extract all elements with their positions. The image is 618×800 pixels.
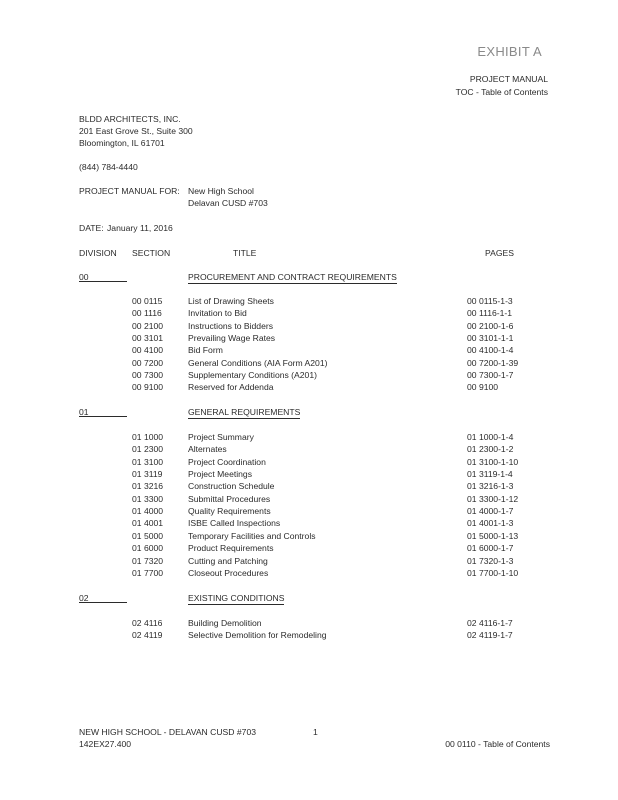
toc-page-range: 01 1000-1-4 — [467, 432, 514, 442]
toc-page-range: 00 9100 — [467, 382, 499, 393]
toc-page-range: 02 4119-1-7 — [467, 630, 513, 641]
toc-page-range: 01 3216-1-3 — [467, 481, 514, 492]
toc-section-number: 02 4119 — [132, 630, 163, 641]
project-district: Delavan CUSD #703 — [188, 198, 268, 208]
toc-row — [0, 556, 618, 568]
toc-row — [0, 333, 618, 345]
toc-page-range: 01 3300-1-12 — [467, 493, 519, 504]
toc-section-title: Selective Demolition for Remodeling — [188, 630, 327, 641]
division-number: 00 — [79, 272, 89, 282]
toc-page-range: 02 4116-1-7 — [467, 618, 513, 628]
toc-page-range: 00 4100-1-4 — [467, 345, 514, 356]
toc-page-range: 00 7200-1-39 — [467, 357, 519, 368]
toc-section-number: 01 2300 — [132, 444, 164, 455]
toc-row — [0, 345, 618, 357]
toc-page-range: 00 1116-1-1 — [467, 308, 513, 319]
toc-section-number: 00 0115 — [132, 296, 163, 306]
toc-row — [0, 370, 618, 382]
toc-section-number: 01 5000 — [132, 530, 164, 541]
toc-row — [0, 457, 618, 469]
toc-section-title: Instructions to Bidders — [188, 320, 274, 331]
toc-section-title: Temporary Facilities and Controls — [188, 530, 316, 541]
toc-section-number: 01 3119 — [132, 469, 163, 480]
toc-section-title: Submittal Procedures — [188, 493, 271, 504]
footer-project: NEW HIGH SCHOOL - DELAVAN CUSD #703 — [79, 727, 257, 737]
footer-job-number: 142EX27.400 — [79, 739, 132, 749]
toc-row — [0, 321, 618, 333]
toc-section-title: Invitation to Bid — [188, 308, 247, 319]
toc-page-range: 00 0115-1-3 — [467, 296, 513, 306]
toc-section-number: 01 3216 — [132, 481, 164, 492]
toc-section-title: Construction Schedule — [188, 481, 275, 492]
toc-section-number: 01 1000 — [132, 432, 164, 442]
toc-row — [0, 494, 618, 506]
footer-section-title: 00 0110 - Table of Contents — [445, 739, 550, 749]
toc-section-title: Project Meetings — [188, 469, 253, 480]
firm-address-2: Bloomington, IL 61701 — [79, 138, 165, 148]
toc-row — [0, 469, 618, 481]
toc-page-range: 01 3119-1-4 — [467, 469, 513, 480]
toc-row — [0, 444, 618, 456]
toc-page-range: 01 4000-1-7 — [467, 506, 514, 517]
toc-section-number: 01 3100 — [132, 456, 164, 467]
division-number: 02 — [79, 593, 89, 603]
toc-section-number: 00 1116 — [132, 308, 162, 319]
footer-page-number: 1 — [313, 727, 318, 737]
toc-page-range: 01 4001-1-3 — [467, 518, 514, 529]
toc-section-number: 01 7700 — [132, 567, 164, 578]
toc-section-number: 00 7300 — [132, 370, 164, 381]
toc-page-range: 01 6000-1-7 — [467, 543, 514, 554]
toc-page-range: 00 7300-1-7 — [467, 370, 514, 381]
toc-section-number: 01 3300 — [132, 493, 164, 504]
toc-section-number: 01 6000 — [132, 543, 164, 554]
toc-row — [0, 481, 618, 493]
toc-row — [0, 382, 618, 394]
toc-row — [0, 531, 618, 543]
toc-section-number: 01 4000 — [132, 506, 164, 517]
col-title: TITLE — [233, 248, 257, 258]
toc-page-range: 01 3100-1-10 — [467, 456, 519, 467]
toc-section-number: 01 4001 — [132, 518, 164, 529]
exhibit-label: EXHIBIT A — [477, 44, 542, 59]
firm-name: BLDD ARCHITECTS, INC. — [79, 114, 181, 124]
toc-section-title: Alternates — [188, 444, 227, 455]
toc-section-number: 00 2100 — [132, 320, 164, 331]
toc-page-range: 01 2300-1-2 — [467, 444, 514, 455]
firm-phone: (844) 784-4440 — [79, 162, 138, 172]
toc-section-title: Closeout Procedures — [188, 567, 269, 578]
toc-row — [0, 568, 618, 580]
toc-page-range: 00 2100-1-6 — [467, 320, 514, 331]
col-division: DIVISION — [79, 248, 117, 258]
date-value: January 11, 2016 — [107, 223, 173, 233]
division-heading: PROCUREMENT AND CONTRACT REQUIREMENTS — [188, 272, 397, 282]
toc-page-range: 01 7700-1-10 — [467, 567, 519, 578]
toc-section-title: Project Summary — [188, 432, 254, 442]
col-section: SECTION — [132, 248, 171, 258]
toc-section-title: Building Demolition — [188, 618, 262, 628]
toc-section-title: Supplementary Conditions (A201) — [188, 370, 317, 381]
toc-section-title: ISBE Called Inspections — [188, 518, 281, 529]
toc-section-title: Reserved for Addenda — [188, 382, 274, 393]
toc-section-number: 00 4100 — [132, 345, 164, 356]
toc-section-title: Prevailing Wage Rates — [188, 333, 276, 344]
toc-row — [0, 358, 618, 370]
toc-section-title: List of Drawing Sheets — [188, 296, 274, 306]
division-heading: EXISTING CONDITIONS — [188, 593, 285, 603]
toc-page-range: 00 3101-1-1 — [467, 333, 514, 344]
toc-section-number: 00 3101 — [132, 333, 164, 344]
toc-row — [0, 296, 618, 308]
toc-row — [0, 432, 618, 444]
toc-section-title: General Conditions (AIA Form A201) — [188, 357, 328, 368]
division-heading: GENERAL REQUIREMENTS — [188, 407, 301, 417]
toc-row — [0, 506, 618, 518]
toc-section-number: 00 9100 — [132, 382, 164, 393]
toc-page-range: 01 7320-1-3 — [467, 555, 514, 566]
toc-section-title: Cutting and Patching — [188, 555, 268, 566]
header-toc: TOC - Table of Contents — [455, 87, 548, 97]
toc-section-number: 02 4116 — [132, 618, 163, 628]
toc-row — [0, 543, 618, 555]
date-label: DATE: — [79, 223, 104, 233]
toc-row — [0, 618, 618, 630]
toc-section-title: Product Requirements — [188, 543, 274, 554]
toc-section-title: Project Coordination — [188, 456, 266, 467]
toc-row — [0, 308, 618, 320]
toc-section-number: 00 7200 — [132, 357, 164, 368]
header-project-manual: PROJECT MANUAL — [469, 74, 548, 84]
toc-section-title: Bid Form — [188, 345, 223, 356]
toc-row — [0, 630, 618, 642]
col-pages: PAGES — [485, 248, 514, 258]
division-number: 01 — [79, 407, 89, 417]
project-label: PROJECT MANUAL FOR: — [79, 186, 180, 196]
firm-address-1: 201 East Grove St., Suite 300 — [79, 126, 193, 136]
toc-section-number: 01 7320 — [132, 555, 164, 566]
toc-page-range: 01 5000-1-13 — [467, 530, 519, 541]
toc-section-title: Quality Requirements — [188, 506, 271, 517]
toc-row — [0, 518, 618, 530]
project-name: New High School — [188, 186, 254, 196]
